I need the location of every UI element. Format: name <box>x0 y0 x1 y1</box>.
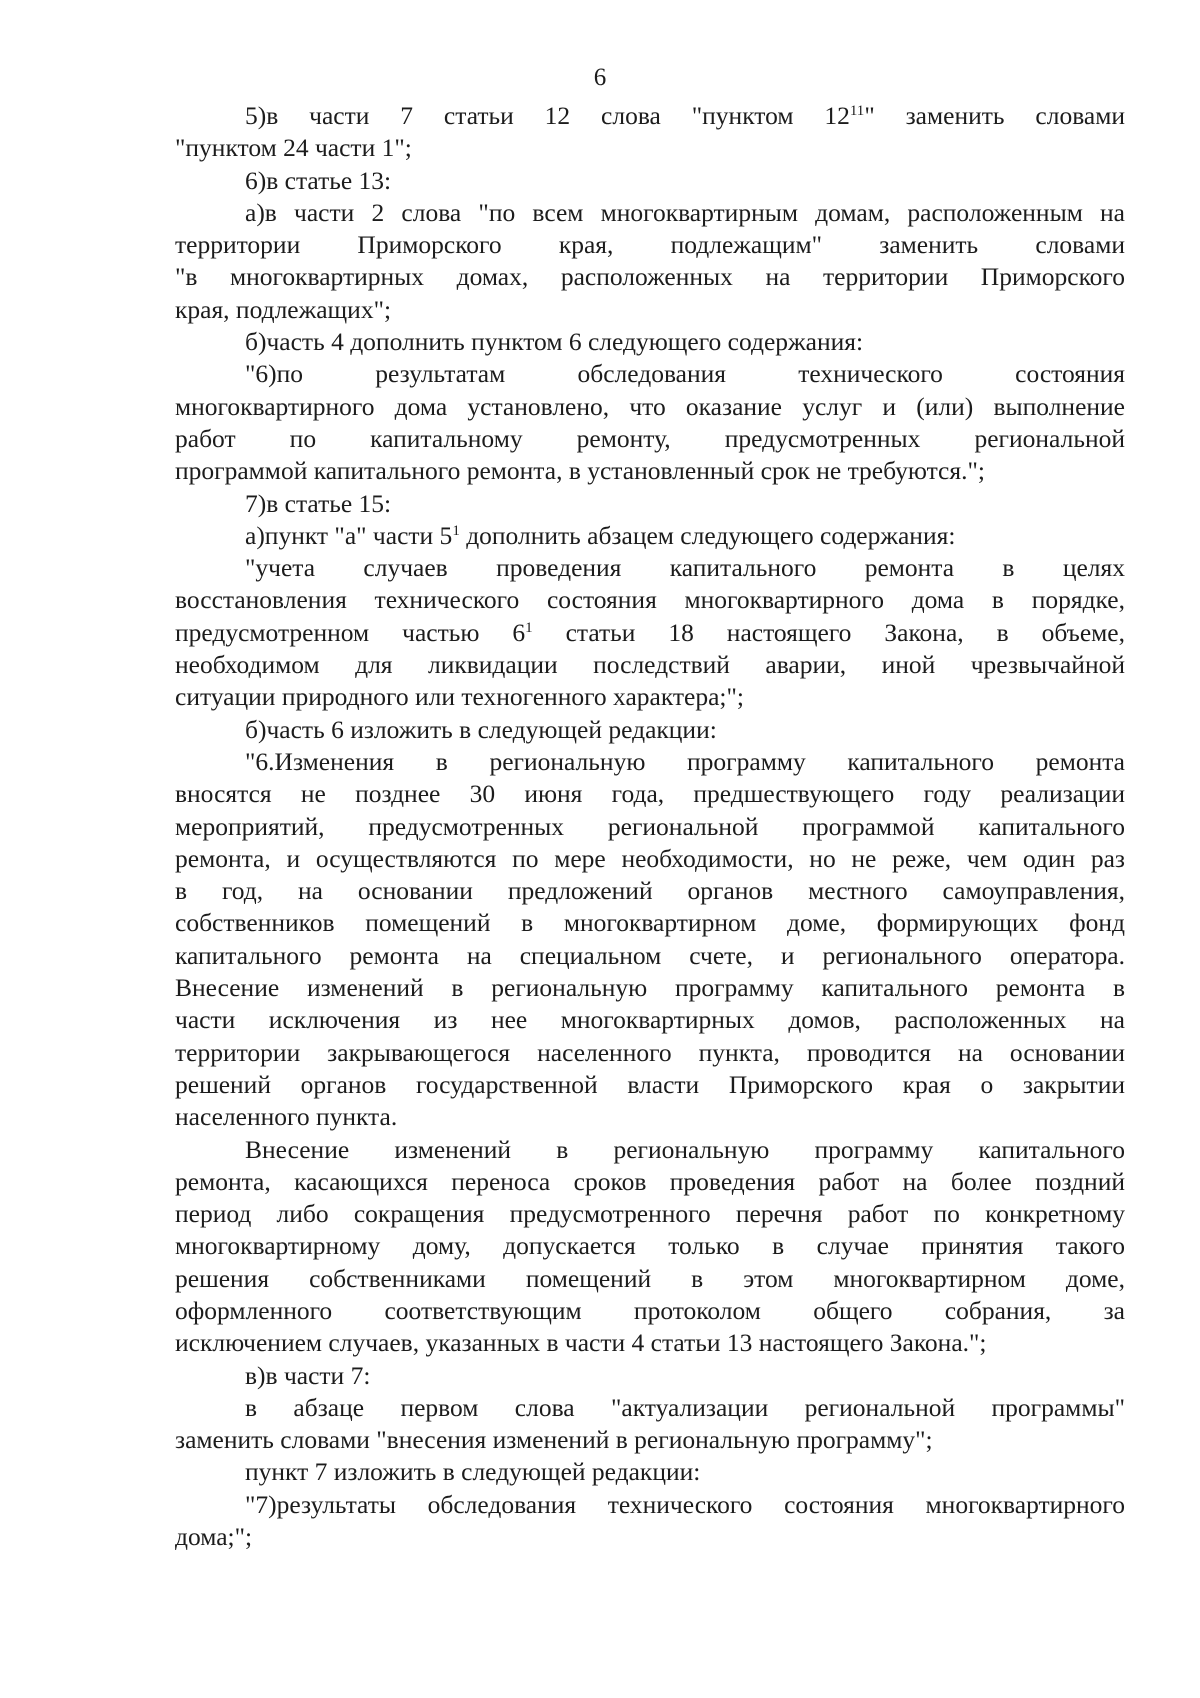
text-line: территории Приморского края, подлежащим" заменить словами <box>175 230 1125 260</box>
text-line: мероприятий, предусмотренных региональной программой капитального <box>175 811 1125 841</box>
text-line: "6)по результатам обследования технического состояния <box>245 359 1125 389</box>
superscript: 1 <box>452 522 460 539</box>
text-segment: 5)в части 7 статьи 12 слова "пунктом 12 <box>245 101 850 130</box>
text-line: исключением случаев, указанных в части 4 статьи 13 настоящего Закона."; <box>175 1328 987 1358</box>
text-line: решения собственниками помещений в этом многоквартирном доме, <box>175 1263 1125 1293</box>
text-line: оформленного соответствующим протоколом общего собрания, за <box>175 1295 1125 1325</box>
text-line <box>175 520 1125 552</box>
text-line: вносятся не позднее 30 июня года, предшествующего году реализации <box>175 779 1125 809</box>
text-line: капитального ремонта на специальном счете, и регионального оператора. <box>175 940 1125 970</box>
text-segment: статьи 18 настоящего Закона, в объеме, <box>532 617 1125 647</box>
text-line: период либо сокращения предусмотренного перечня работ по конкретному <box>175 1199 1125 1229</box>
text-line: ремонта, и осуществляются по мере необходимости, но не реже, чем один раз <box>175 843 1125 873</box>
text-line: "учета случаев проведения капитального ремонта в целях <box>245 553 1125 583</box>
text-line: многоквартирному дому, допускается только в случае принятия такого <box>175 1231 1125 1261</box>
text-line <box>175 617 1125 649</box>
text-line: "пунктом 24 части 1"; <box>175 133 412 163</box>
text-line: а)в части 2 слова "по всем многоквартирным домам, расположенным на <box>245 197 1125 227</box>
text-line: заменить словами "внесения изменений в региональную программу"; <box>175 1425 933 1455</box>
superscript: 11 <box>849 103 865 119</box>
text-segment: " заменить словами <box>864 101 1125 130</box>
text-line: восстановления технического состояния многоквартирного дома в порядке, <box>175 585 1125 615</box>
page-number: 6 <box>593 64 607 91</box>
text-line: работ по капитальному ремонту, предусмотренных региональной <box>175 423 1125 453</box>
document-body <box>175 100 1125 1553</box>
text-segment: а)пункт "а" части 5 <box>245 520 453 550</box>
text-line: "в многоквартирных домах, расположенных на территории Приморского <box>175 262 1125 292</box>
text-line: территории закрывающегося населенного пункта, проводится на основании <box>175 1037 1125 1067</box>
text-line: в год, на основании предложений органов местного самоуправления, <box>175 876 1125 906</box>
text-line: б)часть 4 дополнить пунктом 6 следующего содержания: <box>245 327 864 357</box>
text-line: Внесение изменений в региональную программу капитального <box>245 1134 1125 1164</box>
text-line: части исключения из нее многоквартирных домов, расположенных на <box>175 1005 1125 1035</box>
text-line: "6.Изменения в региональную программу капитального ремонта <box>245 746 1125 776</box>
text-line: программой капитального ремонта, в установленный срок не требуются."; <box>175 456 985 486</box>
text-line: многоквартирного дома установлено, что оказание услуг и (или) выполнение <box>175 391 1125 421</box>
text-line: "7)результаты обследования технического состояния многоквартирного <box>245 1489 1125 1519</box>
text-line: ремонта, касающихся переноса сроков проведения работ на более поздний <box>175 1166 1125 1196</box>
text-line: необходимом для ликвидации последствий аварии, иной чрезвычайной <box>175 650 1125 680</box>
text-line: б)часть 6 изложить в следующей редакции: <box>245 714 717 744</box>
text-line: края, подлежащих"; <box>175 294 392 324</box>
text-line: пункт 7 изложить в следующей редакции: <box>245 1457 701 1487</box>
text-segment: дополнить абзацем следующего содержания: <box>459 520 956 550</box>
text-line: Внесение изменений в региональную программу капитального ремонта в <box>175 973 1125 1003</box>
text-line: ситуации природного или техногенного характера;"; <box>175 682 745 712</box>
text-line: 7)в статье 15: <box>245 488 392 518</box>
superscript: 1 <box>525 619 533 636</box>
text-line: собственников помещений в многоквартирном доме, формирующих фонд <box>175 908 1125 938</box>
text-line: решений органов государственной власти Приморского края о закрытии <box>175 1069 1125 1099</box>
text-line <box>175 100 1125 132</box>
text-segment: предусмотренном частью 6 <box>175 617 526 647</box>
text-line: в)в части 7: <box>245 1360 371 1390</box>
text-line: 6)в статье 13: <box>245 165 392 195</box>
text-line: дома;"; <box>175 1522 253 1552</box>
text-line: населенного пункта. <box>175 1102 398 1132</box>
text-line: в абзаце первом слова "актуализации региональной программы" <box>245 1392 1125 1422</box>
